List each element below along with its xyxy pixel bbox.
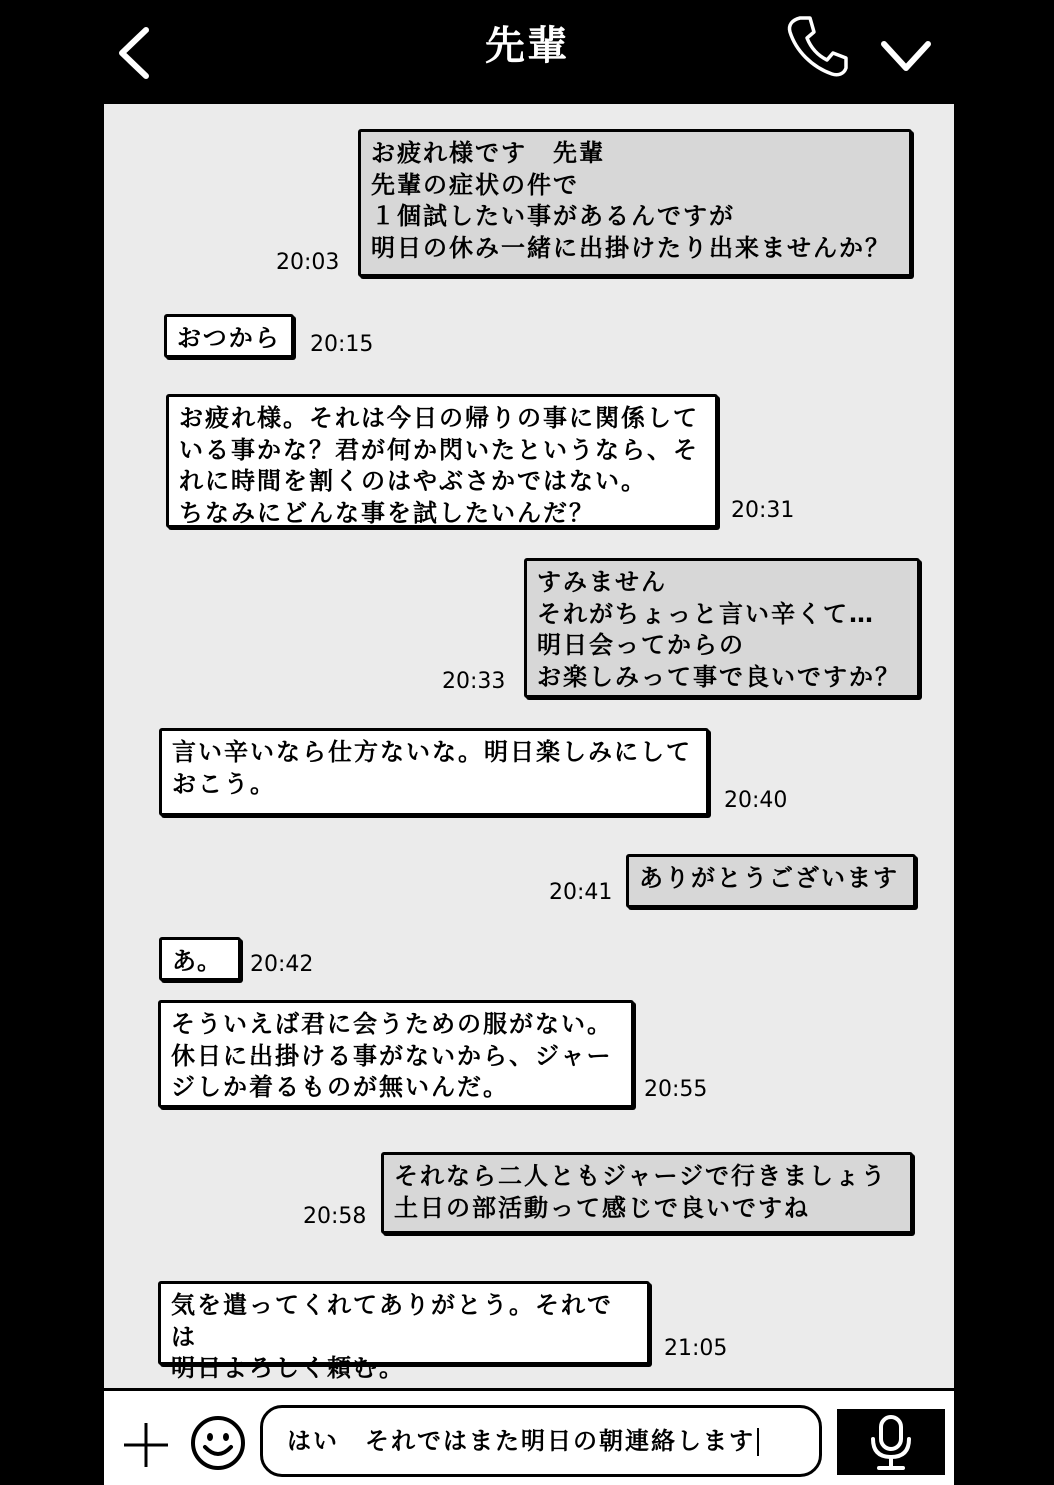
incoming-message[interactable]: お疲れ様。それは今日の帰りの事に関係して いる事かな？君が何か閃いたというなら、そ れに時間を割くのはやぶさかではない。 ちなみにどんな事を試したいんだ？ bbox=[166, 394, 718, 528]
smiley-icon bbox=[190, 1415, 246, 1471]
message-timestamp: 20:40 bbox=[724, 788, 788, 813]
chat-title: 先輩 bbox=[485, 23, 569, 69]
incoming-message[interactable]: そういえば君に会うための服がない。 休日に出掛ける事がないから、ジャー ジしか着るものが無いんだ。 bbox=[158, 1000, 634, 1108]
message-timestamp: 20:42 bbox=[250, 952, 314, 977]
add-attachment-button[interactable] bbox=[122, 1421, 170, 1469]
message-timestamp: 20:03 bbox=[276, 250, 340, 275]
phone-icon bbox=[786, 14, 850, 80]
draft-text: はい それではまた明日の朝連絡します bbox=[287, 1427, 755, 1455]
call-button[interactable] bbox=[786, 14, 850, 80]
message-input[interactable] bbox=[260, 1405, 822, 1477]
message-timestamp: 20:58 bbox=[303, 1204, 367, 1229]
incoming-message[interactable]: あ。 bbox=[159, 937, 241, 981]
outgoing-message[interactable]: すみません それがちょっと言い辛くて… 明日会ってからの お楽しみって事で良いですか？ bbox=[524, 558, 920, 698]
message-timestamp: 20:31 bbox=[731, 498, 795, 523]
message-timestamp: 21:05 bbox=[664, 1336, 728, 1361]
outgoing-message[interactable]: ありがとうございます bbox=[626, 854, 916, 908]
chevron-down-icon bbox=[878, 36, 934, 76]
chat-header bbox=[0, 0, 1054, 104]
microphone-icon bbox=[837, 1409, 945, 1475]
message-composer bbox=[104, 1388, 954, 1485]
message-list[interactable] bbox=[104, 104, 954, 1388]
outgoing-message[interactable]: それなら二人ともジャージで行きましょう 土日の部活動って感じで良いですね bbox=[381, 1152, 913, 1234]
message-timestamp: 20:15 bbox=[310, 332, 374, 357]
outgoing-message[interactable]: お疲れ様です 先輩 先輩の症状の件で １個試したい事があるんですが 明日の休み一緒に出掛けたり出来ませんか？ bbox=[358, 129, 912, 277]
text-cursor bbox=[757, 1428, 759, 1456]
message-timestamp: 20:33 bbox=[442, 669, 506, 694]
plus-icon bbox=[122, 1421, 170, 1469]
emoji-button[interactable] bbox=[190, 1415, 246, 1471]
incoming-message[interactable]: 気を遣ってくれてありがとう。それでは 明日よろしく頼む。 bbox=[158, 1281, 650, 1365]
message-timestamp: 20:55 bbox=[644, 1077, 708, 1102]
incoming-message[interactable]: おつから bbox=[164, 314, 294, 358]
message-timestamp: 20:41 bbox=[549, 880, 613, 905]
voice-input-button[interactable] bbox=[837, 1409, 945, 1475]
incoming-message[interactable]: 言い辛いなら仕方ないな。明日楽しみにして おこう。 bbox=[159, 728, 709, 816]
menu-button[interactable] bbox=[878, 36, 934, 76]
